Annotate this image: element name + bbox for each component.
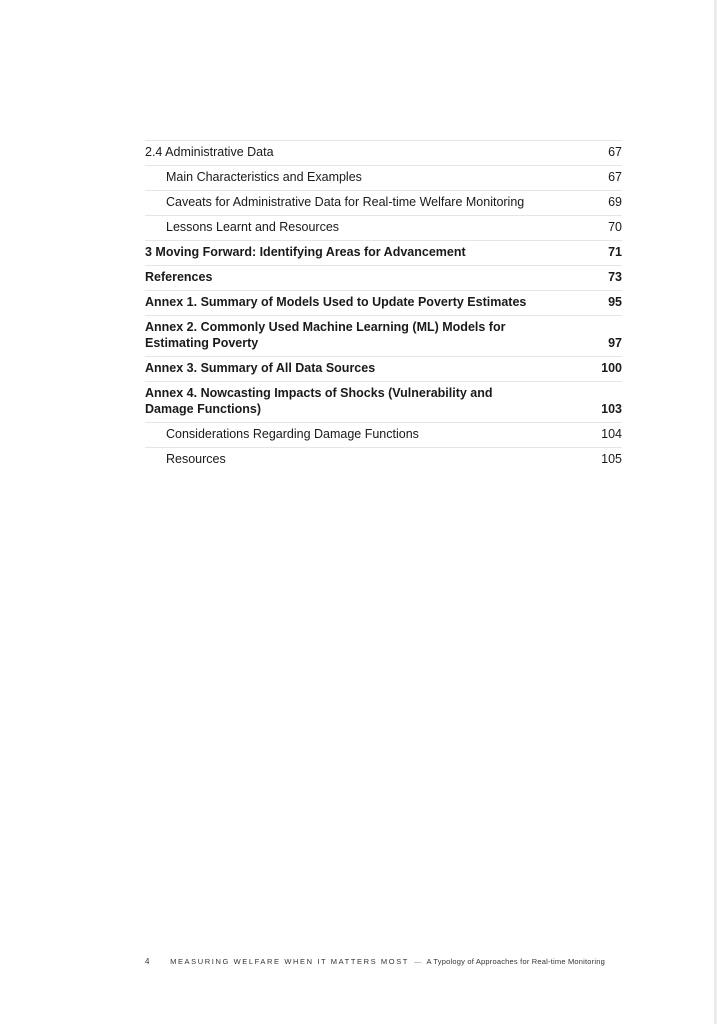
toc-entry-title: 2.4 Administrative Data: [145, 145, 274, 159]
toc-entry-moving-forward[interactable]: [145, 240, 622, 265]
toc-entry-annex-2[interactable]: [145, 315, 622, 356]
toc-entry-page: 71: [608, 245, 622, 259]
toc-entry-title: Considerations Regarding Damage Functions: [166, 427, 419, 441]
toc-entry-references[interactable]: [145, 265, 622, 290]
toc-entry-page: 67: [608, 145, 622, 159]
footer-subtitle: A Typology of Approaches for Real-time Monitoring: [426, 957, 605, 966]
toc-entry-damage-functions[interactable]: [145, 422, 622, 447]
toc-entry-administrative-data[interactable]: [145, 140, 622, 165]
toc-entry-annex-3[interactable]: [145, 356, 622, 381]
toc-entry-title: 3 Moving Forward: Identifying Areas for Advancement: [145, 245, 466, 259]
toc-entry-title: Annex 2. Commonly Used Machine Learning (ML) Models for Estimating Poverty: [145, 320, 506, 350]
toc-entry-page: 103: [601, 402, 622, 416]
toc-entry-caveats[interactable]: [145, 190, 622, 215]
toc-entry-page: 100: [601, 361, 622, 375]
toc-entry-page: 95: [608, 295, 622, 309]
toc-entry-page: 69: [608, 195, 622, 209]
footer-page-number: 4: [145, 957, 150, 966]
toc-entry-title: Caveats for Administrative Data for Real-time Welfare Monitoring: [166, 195, 525, 209]
toc-entry-main-characteristics[interactable]: [145, 165, 622, 190]
toc-entry-title: Annex 3. Summary of All Data Sources: [145, 361, 376, 375]
toc-entry-page: 70: [608, 220, 622, 234]
toc-entry-title: Annex 1. Summary of Models Used to Update Poverty Estimates: [145, 295, 527, 309]
toc-entry-annex-1[interactable]: [145, 290, 622, 315]
footer-separator: —: [413, 957, 422, 966]
toc-entry-resources[interactable]: [145, 447, 622, 472]
toc-entry-title: Main Characteristics and Examples: [166, 170, 362, 184]
toc-entry-annex-4[interactable]: [145, 381, 622, 422]
toc-entry-title: Lessons Learnt and Resources: [166, 220, 340, 234]
toc-entry-title: References: [145, 270, 213, 284]
toc-entry-page: 67: [608, 170, 622, 184]
table-of-contents: [145, 140, 622, 472]
toc-entry-title: Resources: [166, 452, 226, 466]
toc-entry-title: Annex 4. Nowcasting Impacts of Shocks (Vulnerability and Damage Functions): [145, 386, 493, 416]
footer-series-title: MEASURING WELFARE WHEN IT MATTERS MOST: [170, 957, 409, 966]
toc-entry-page: 97: [608, 336, 622, 350]
toc-entry-page: 105: [601, 452, 622, 466]
toc-entry-page: 73: [608, 270, 622, 284]
page-footer: [145, 957, 605, 966]
toc-entry-lessons-learnt[interactable]: [145, 215, 622, 240]
toc-entry-page: 104: [601, 427, 622, 441]
